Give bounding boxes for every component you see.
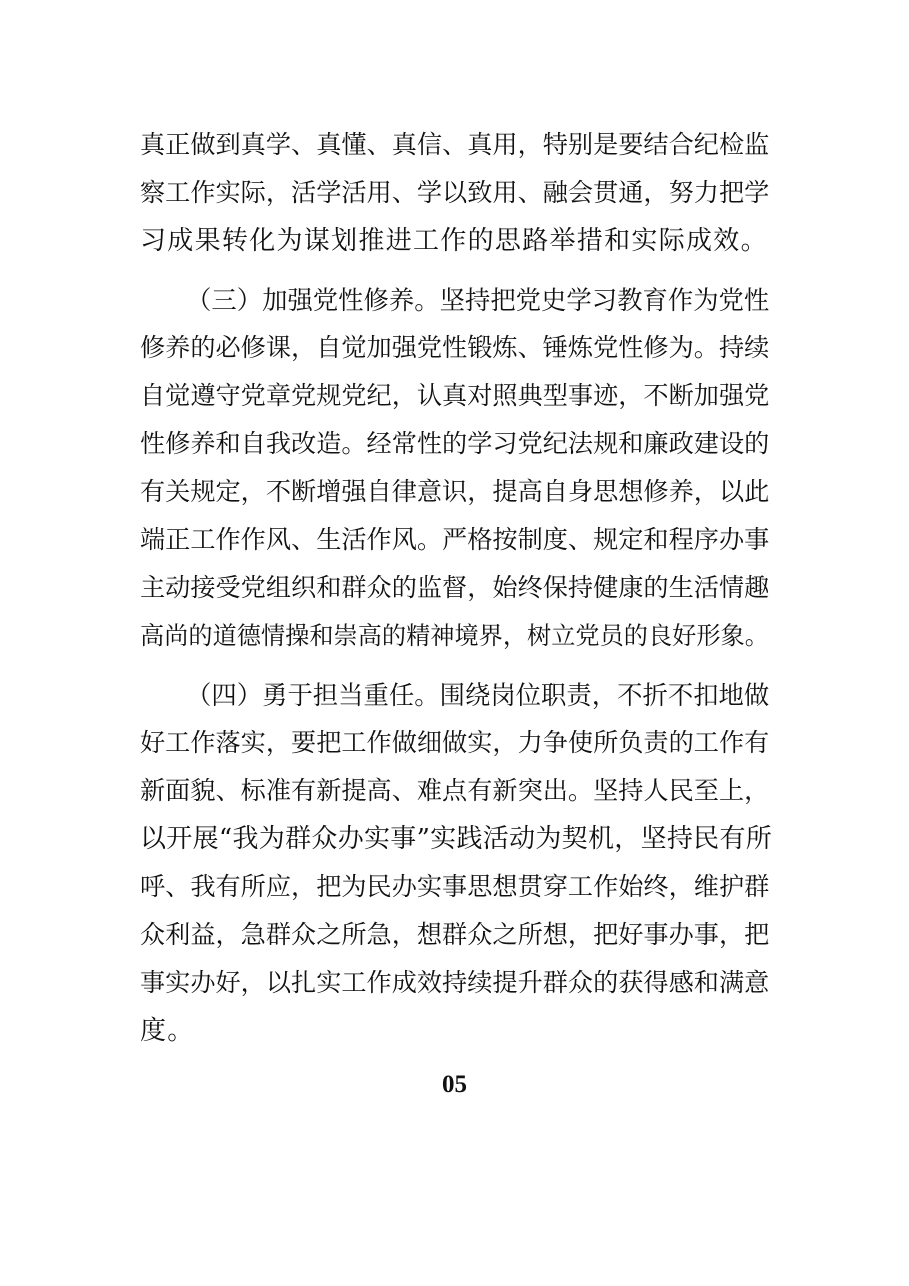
text-line: 主动接受党组织和群众的监督，始终保持健康的生活情趣 (140, 573, 770, 602)
text-line: 性修养和自我改造。经常性的学习党纪法规和廉政建设的 (140, 429, 770, 458)
text-line: 真正做到真学、真懂、真信、真用，特别是要结合纪检监 (140, 130, 770, 159)
page-number: 05 (442, 1071, 467, 1098)
section-heading-line: （三）加强党性修养。坚持把党史学习教育作为党性 (186, 285, 770, 315)
text-line: 众利益，急群众之所急，想群众之所想，把好事办事，把 (140, 920, 770, 949)
text-line: 呼、我有所应，把为民办实事思想贯穿工作始终，维护群 (140, 872, 770, 901)
text-line: 修养的必修课，自觉加强党性锻炼、锤炼党性修为。持续 (140, 333, 770, 362)
text-line: 事实办好，以扎实工作成效持续提升群众的获得感和满意 (140, 968, 770, 997)
text-line: 自觉遵守党章党规党纪，认真对照典型事迹，不断加强党 (140, 381, 770, 410)
text-line: 察工作实际，活学活用、学以致用、融会贯通，努力把学 (140, 178, 770, 207)
section-heading-line: （四）勇于担当重任。围绕岗位职责，不折不扣地做 (186, 680, 770, 710)
text-line: 习成果转化为谋划推进工作的思路举措和实际成效。 (140, 226, 768, 256)
text-line: 端正工作作风、生活作风。严格按制度、规定和程序办事 (140, 525, 770, 554)
text-line: 以开展“我为群众办实事”实践活动为契机，坚持民有所 (140, 824, 772, 854)
text-line: 高尚的道德情操和崇高的精神境界，树立党员的良好形象。 (140, 622, 769, 650)
text-line: 好工作落实，要把工作做细做实，力争使所负责的工作有 (140, 728, 770, 757)
text-line: 新面貌、标准有新提高、难点有新突出。坚持人民至上， (140, 776, 770, 805)
text-line: 有关规定，不断增强自律意识，提高自身思想修养，以此 (140, 477, 770, 506)
text-line: 度。 (140, 1016, 195, 1046)
